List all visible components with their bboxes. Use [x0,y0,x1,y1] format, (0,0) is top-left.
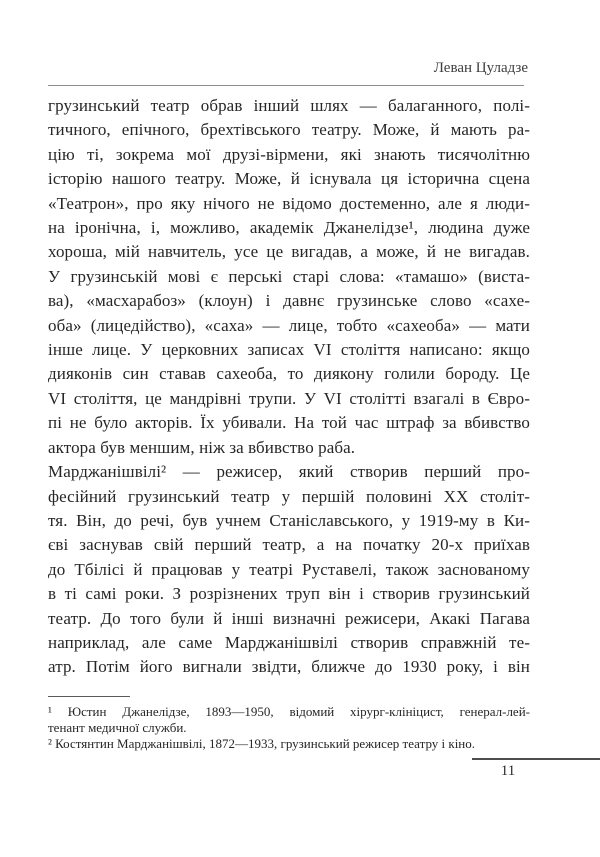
text-line: єві заснував свій перший театр, а на початку 20-х приїхав [48,535,530,555]
page-header [48,58,528,78]
text-line: У грузинській мові є перські старі слова: «тамашо» (виста- [48,266,530,286]
text-line: оба» (лицедійство), «саха» — лице, тобто «сахеоба» — мати [48,315,530,335]
running-title: Леван Цуладзе [433,60,528,76]
text-line: фесійний грузинський театр у першій половині XX століт- [48,486,530,506]
text-line: до Тбілісі й працював у театрі Руставелі, також заснованому [48,559,530,579]
text-line: тя. Він, до речі, був учнем Станіславського, у 1919-му в Ки- [48,510,530,530]
text-line: на іронічна, і, можливо, академік Джанелідзе¹, людина дуже [48,218,530,238]
footnote-separator-rule [48,696,130,697]
text-line: грузинський театр обрав інший шлях — балаганного, полі- [48,96,530,115]
body-text [48,94,530,680]
text-line: інше лице. У церковних записах VI століття написано: якщо [48,340,530,360]
text-line: наприклад, але саме Марджанішвілі створив справжній те- [48,632,530,652]
header-rule [48,85,524,86]
footnotes [48,696,530,752]
text-line: актора був меншим, ніж за вбивство раба. [48,437,356,457]
text-line: пі не було акторів. Їх убивали. На той час штраф за вбивство [48,413,530,433]
paragraph-2 [48,460,530,680]
page-number: 11 [500,763,516,779]
text-line: Марджанішвілі² — режисер, який створив перший про- [48,462,530,482]
paragraph-1 [48,94,530,460]
footnote-line: ¹ Юстин Джанелідзе, 1893—1950, відомий хірург-клініцист, генерал-лей- [48,704,530,719]
text-line: театр. До того були й інші визначні режисери, Акакі Пагава [48,608,530,628]
text-line: історію нашого театру. Може, й існувала ця історична сцена [48,169,530,189]
footer-rule [472,758,600,760]
text-line: тичного, епічного, брехтівського театру. Може, й мають ра- [48,120,530,140]
text-line: дияконів син ставав сахеоба, то диякону голили бороду. Це [48,364,530,384]
text-line: хороша, мій навчитель, усе це вигадав, а може, й не вигадав. [48,242,530,262]
footnote-1 [48,704,530,736]
footnote-line: тенант медичної служби. [48,720,187,735]
text-line: в ті самі роки. З розрізнених труп він і створив грузинський [48,584,530,604]
text-line: атр. Потім його вигнали звідти, ближче до 1930 року, і він [48,657,530,677]
footnote-2 [48,736,530,752]
text-line: ва), «масхарабоз» (клоун) і давнє грузинське слово «сахе- [48,291,530,311]
text-line: цію ті, зокрема мої друзі-вірмени, які знають тисячолітню [48,144,530,164]
text-line: VI століття, це мандрівні трупи. У VI столітті взагалі в Євро- [48,388,530,408]
text-line: «Театрон», про яку нічого не відомо достеменно, але я люди- [48,193,530,213]
footnote-line: ² Костянтин Марджанішвілі, 1872—1933, грузинський режисер театру і кіно. [48,736,476,751]
